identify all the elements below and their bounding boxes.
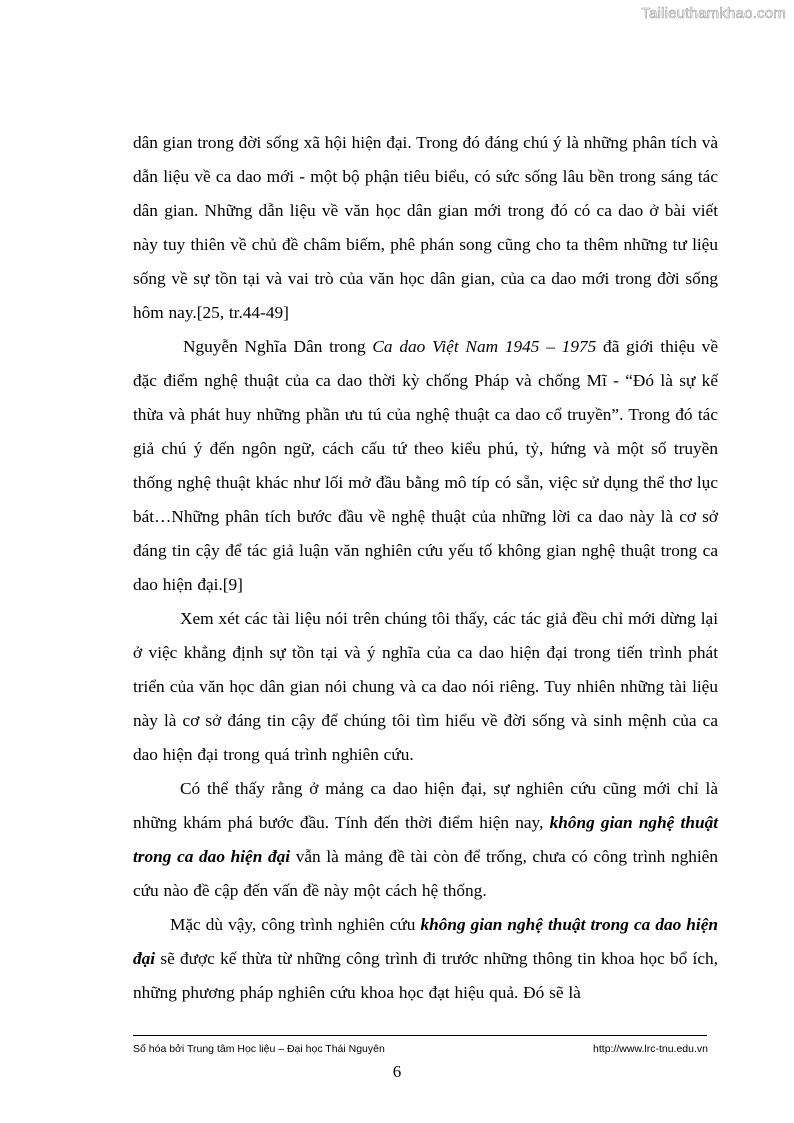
paragraph-4-text-a: Có thể thấy rằng ở mảng ca dao hiện đại, sự nghiên cứu cũng mới chỉ là những khám phá bước đầu. Tính đến thời điểm hiện nay, xyxy=(133,779,718,832)
emphasis-topic: không gian nghệ thuật trong ca dao hiện đại xyxy=(133,915,718,968)
emphasis-topic: không gian nghệ thuật trong ca dao hiện đại xyxy=(133,813,719,866)
paragraph-4-text-c: vẫn là mảng đề tài còn để trống, chưa có công trình nghiên cứu nào đề cập đến vấn đề này một cách hệ thống. xyxy=(133,847,718,900)
watermark-text: Tailieuthamkhao.com xyxy=(641,5,786,22)
paragraph-3: Xem xét các tài liệu nói trên chúng tôi thấy, các tác giả đều chỉ mới dừng lại ở việc khẳng định sự tồn tại và ý nghĩa của ca dao hiện đại trong tiến trình phát triển của văn học dân gian nói chung và ca dao nói riêng. Tuy nhiên những tài liệu này là cơ sở đáng tin cậy để chúng tôi tìm hiểu về đời sống và sinh mệnh của ca dao hiện đại trong quá trình nghiên cứu. xyxy=(133,609,718,764)
paragraph-5-text-a: Mặc dù vậy, công trình nghiên cứu xyxy=(170,915,421,934)
paragraph-5-text-c: sẽ được kế thừa từ những công trình đi trước những thông tin khoa học bổ ích, những phương pháp nghiên cứu khoa học đạt hiệu quả. Đó sẽ là xyxy=(133,949,718,1002)
paragraph-2-text-a: Nguyễn Nghĩa Dân trong xyxy=(183,337,373,356)
footer-url: http://www.lrc-tnu.edu.vn xyxy=(593,1043,708,1055)
page-body xyxy=(133,126,718,1010)
paragraph-2-text-c: đã giới thiệu về đặc điểm nghệ thuật của ca dao thời kỳ chống Pháp và chống Mĩ - “Đó là sự kế thừa và phát huy những phần ưu tú của nghệ thuật ca dao cổ truyền”. Trong đó tác giả chú ý đến ngôn ngữ, cách cấu tứ theo kiểu phú, tỷ, hứng và một số truyền thống nghệ thuật khác như lối mở đầu bằng mô típ có sẵn, việc sử dụng thể thơ lục bát…Những phân tích bước đầu về nghệ thuật của những lời ca dao này là cơ sở đáng tin cậy để tác giả luận văn nghiên cứu yếu tố không gian nghệ thuật trong ca dao hiện đại.[9] xyxy=(133,337,718,594)
paragraph-4 xyxy=(133,772,718,908)
page-number: 6 xyxy=(392,1062,402,1081)
paragraph-1: dân gian trong đời sống xã hội hiện đại. Trong đó đáng chú ý là những phân tích và dẫn liệu về ca dao mới - một bộ phận tiêu biểu, có sức sống lâu bền trong sáng tác dân gian. Những dẫn liệu về văn học dân gian mới trong đó có ca dao ở bài viết này tuy thiên về chủ đề châm biếm, phê phán song cũng cho ta thêm những tư liệu sống về sự tồn tại và vai trò của văn học dân gian, của ca dao mới trong đời sống hôm nay.[25, tr.44-49] xyxy=(133,133,718,322)
footer-source: Số hóa bởi Trung tâm Học liệu – Đại học Thái Nguyên xyxy=(133,1043,385,1055)
book-title: Ca dao Việt Nam 1945 – 1975 xyxy=(372,337,597,356)
paragraph-2 xyxy=(133,330,718,602)
paragraph-5 xyxy=(133,908,718,1010)
footer-divider xyxy=(133,1035,707,1036)
